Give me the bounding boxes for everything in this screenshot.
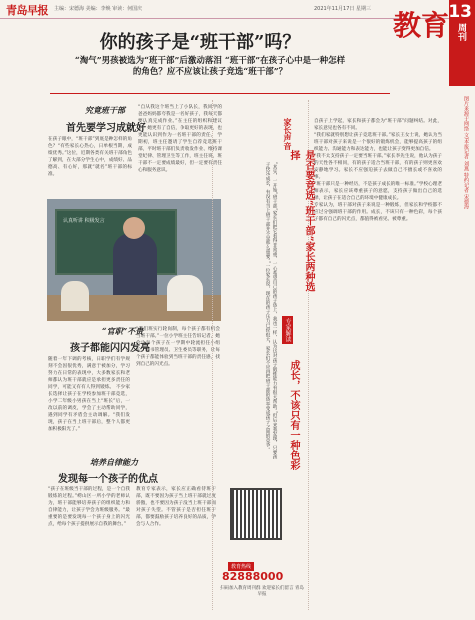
sidebar-para4: “班干部只是一种经历，不是孩子成长的唯一标准。”学校心理老师表示，家长应该尊重孩子的意愿，支持孩子做出自己的选择，让孩子在适合自己的环境中健康成长。 [314, 182, 442, 201]
sidebar-headline-bottom: 成长，不该只有一种色彩 [288, 360, 299, 470]
section2-para3: “我们班实行轮岗制，每个孩子都有机会当班干部。”一位小学班主任告诉记者，她会让每个孩子在一学期中轮流担任小组长、图书管理员、卫生委员等职务，让每个孩子都能体验到当班干部的责任感，找到自己的闪光点。 [136, 327, 220, 367]
article-subtitle [20, 56, 400, 79]
student-figure-1 [61, 281, 89, 311]
page-number: 13 [448, 2, 472, 22]
section1-kicker: 究竟班干部 [85, 105, 125, 115]
section3-kicker: 培养自律能力 [90, 457, 138, 467]
hotline-box [218, 488, 306, 606]
subtitle-line-2: 的角色？应不应该让孩子竞选“班干部”？ [132, 67, 288, 78]
section3-para2: 教育专家表示，家长应正确看待班干部，既不要因为孩子当上班干部就过度骄傲，也不要因为孩子没当上班干部而对孩子失望。不管孩子是否担任班干部，都要鼓励孩子培养良好的品质，学会与人合作。 [136, 487, 216, 527]
editor-credits: 主编：宋德海 美编：李焕 审读：何国庆 [54, 6, 143, 12]
student-figure-2 [167, 275, 203, 311]
subtitle-line-1: “淘气”男孩被选为“班干部”后激动落泪 “班干部”在孩子心中是一种怎样 [74, 56, 346, 66]
section2-col-b [136, 326, 220, 452]
side-credit: 图片来源于网络 文/本报记者 刘燕 特约记者 宋德海 [463, 96, 469, 210]
section2-col-a [48, 356, 130, 452]
sidebar-headline-top: 是否要竞选“班干部”家长两种选择 [288, 150, 314, 292]
section1-para3: “自从我这个班当上了小队长，我同学的爸爸妈妈都夸我是一名好孩子，我每天都要认真完成作业。”在主任的组织和建议下，她更有了自信，争取更好的表现，也更能认识到作为一名班干部的责任。 [138, 105, 222, 138]
section-title: 教育 [393, 9, 450, 42]
column-divider [212, 100, 213, 610]
classroom-photo [47, 199, 221, 321]
hotline-number: 82888000 [222, 570, 284, 583]
sidebar-label: 家长声音 [283, 118, 293, 150]
section3-col-b [136, 486, 216, 612]
hotline-label: 教育热线 [228, 562, 254, 571]
weekly-label: 周刊 [456, 23, 466, 41]
sidebar-para1: 自孩子上学起，家长和孩子都会为“班干部”问题纠结。对此，家长意见也各有不同。 [314, 119, 442, 131]
section1-col-a [48, 136, 132, 198]
section2-para2: 不少家长选择让孩子在学校参加班干部竞选，小学二年级小男孩在当上“班长”后，一改以前的调皮，学会了主动帮助同学，遇到同学有矛盾会主动调解。“我们发现，孩子在当上班干部后，整个人都更加积极阳光了。” [48, 385, 130, 432]
section-badge [449, 0, 475, 86]
blackboard-text: 认真听讲 积极发言 [63, 218, 105, 224]
section2-para1: 随着一年下调的考核，日职学们有学规刻不会因很优秀，满意于被加分，学习努力在日常的表现中，大多数家长和老师都认为班干部就应是承担更多责任的同学，可能又有有人得到锻炼。 [48, 357, 130, 390]
section2-heading: 孩子都能闪闪发亮 [70, 343, 150, 354]
section1-col-b [138, 104, 222, 198]
section1-para4: 学期初，班主任邀请了学生自荐竞选班干部，平时班干部们负责收发作业、维持课堂纪律、管理卫生等工作，班主任说，班干部不一定要成绩最好，但一定要有责任心和服务意识。 [138, 133, 222, 173]
section3-col-a [48, 486, 130, 612]
expert-badge: 专家解读 [284, 318, 291, 342]
qr-code-icon [230, 488, 282, 540]
title-rule [50, 93, 390, 94]
section3-heading: 发现每一个孩子的优点 [58, 474, 158, 485]
newspaper-logo: 青岛早报 [6, 4, 48, 17]
sidebar-body [314, 118, 442, 614]
teacher-head [123, 217, 145, 239]
hotline-footer: 扫码加入教育周刊群 欢迎家长们留言 青岛早报 [220, 586, 304, 597]
section2-kicker: “官职”不贵 [102, 326, 144, 336]
sidebar-quote: “其实，一开始“班干部”家长们把它看得非常重，一心希望自己的孩子选上，我也一样，认为这对孩子锻炼能力有很大帮助。”但后来我发现，只要孩子快乐成长，有没有当上班干部并不是那么重要。”一位家长说，现在的孩子压力已经很大，家长们不应再把班干部的选举变成孩子之间的竞争。 [265, 162, 277, 460]
section3-para1: “孩子在班级当干部的过程，是一个自我锻炼的过程。”崂山区一所小学的老师认为，班干部能够培养孩子的组织能力和自律能力，让孩子学会为班级服务。“最重要的是要发现每一个孩子身上的闪光点，给每个孩子提供展示自我的舞台。” [48, 487, 130, 527]
section1-heading: 首先要学习成就好 [66, 123, 146, 134]
issue-date: 2021年11月17日 星期三 [313, 6, 371, 12]
article-title: 你的孩子是“班干部”吗？ [99, 32, 301, 53]
sidebar-para2: “我们家就特别想让孩子竞选班干部。”家长王女士说，她认为当班干部对孩子来说是一个很好的锻炼机会，能够提高孩子的组织能力、沟通能力和表达能力，也能让孩子变得更加自信。 [314, 133, 442, 152]
section1-para1: 在孩子眼中，“班干部”到底是种怎样的角色？“有些家长心热心，日单根当期，成绩优秀。”这位，近期各类有关班干部角色了解到，在大部分学生心中，成绩好、品德高、有心好，那就“就名”班干部的标准。 [48, 137, 132, 177]
sidebar-para3: “我不太支持孩子一定要当班干部。”家长李先生说，他认为孩子的天性各不相同，有的孩子适合当班干部，有的孩子则更喜欢安静地学习。家长不应强迫孩子去做自己不擅长或不喜欢的事。 [314, 154, 442, 180]
sidebar-para5: 专家认为，班干部对孩子来说是一种锻炼，但家长和学校都不应过分强调班干部的作用。成长，不该只有一种色彩，每个孩子都有自己的闪光点，都值得被看见、被尊重。 [314, 203, 442, 222]
